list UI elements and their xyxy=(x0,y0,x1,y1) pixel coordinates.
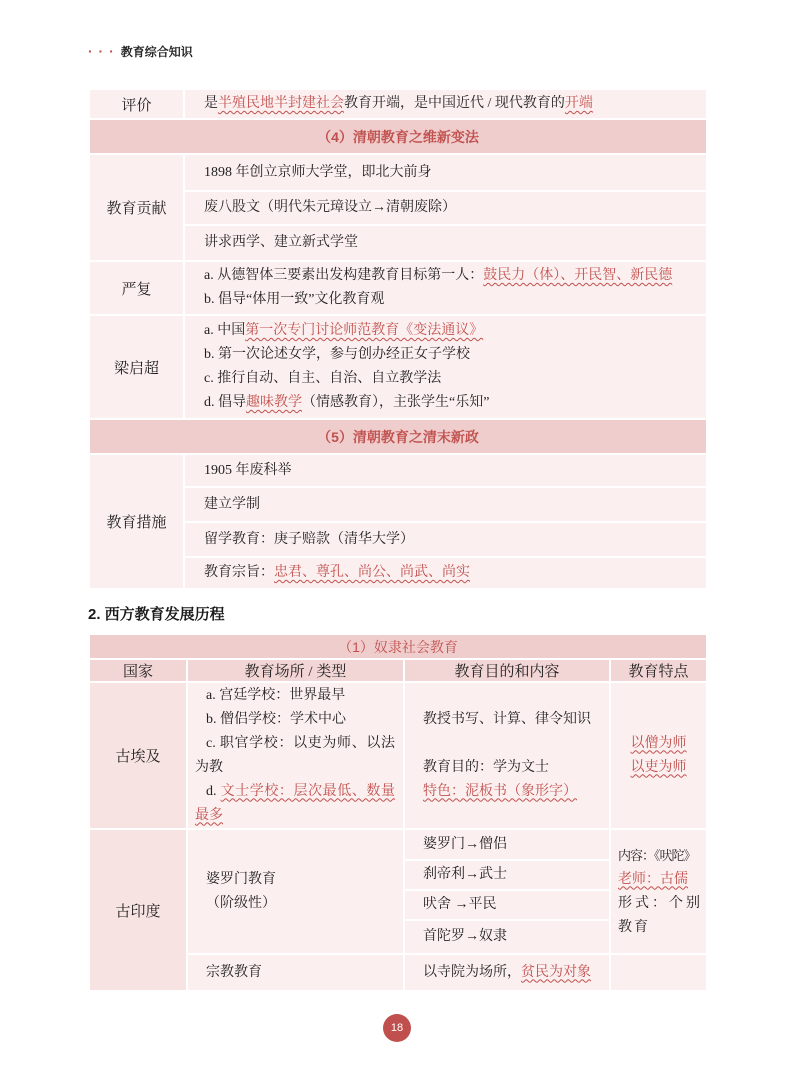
egypt-content-spacer xyxy=(423,732,603,756)
measures-item: 留学教育：庚子赔款（清华大学） xyxy=(184,522,707,557)
egypt-scribe-school xyxy=(195,780,395,828)
qing-education-table xyxy=(88,88,708,590)
egypt-places-cell xyxy=(187,682,404,829)
india-feature-form: 形式：个别教育 xyxy=(618,895,702,935)
liang-qichao-point-d-highlight: 趣味教学 xyxy=(246,395,302,410)
header-dots: · · · xyxy=(88,43,115,59)
egypt-content-feature xyxy=(423,780,603,804)
column-header-features: 教育特点 xyxy=(610,659,707,682)
measures-aim-text: 教育宗旨： xyxy=(204,565,274,580)
egypt-content-line: 教授书写、计算、律令知识 xyxy=(423,711,591,727)
slave-table-title: （1）奴隶社会教育 xyxy=(89,634,707,659)
measures-aim xyxy=(184,557,707,589)
contribution-item: 1898 年创立京师大学堂，即北大前身 xyxy=(184,154,707,191)
liang-qichao-point-b: b. 第一次论述女学，参与创办经正女子学校 xyxy=(204,347,470,362)
india-caste-item: 刹帝利→武士 xyxy=(404,860,610,890)
egypt-row xyxy=(89,682,707,829)
reform-section-title: （4）清朝教育之维新变法 xyxy=(89,119,707,154)
india-brahmin-education-line: （阶级性） xyxy=(206,895,276,911)
evaluation-text: 是 xyxy=(204,96,218,111)
liang-qichao-point-a-highlight: 第一次专门讨论师范教育《变法通议》 xyxy=(245,323,484,338)
contribution-row xyxy=(89,154,707,191)
egypt-feature-highlight: 以僧为师 xyxy=(630,735,687,751)
india-brahmin-education-line: 婆罗门教育 xyxy=(206,871,276,887)
india-feature-teacher xyxy=(618,868,700,892)
column-header-place-type: 教育场所 / 类型 xyxy=(187,659,404,682)
egypt-features-cell xyxy=(610,682,707,829)
western-education-heading: 2. 西方教育发展历程 xyxy=(88,606,225,623)
evaluation-highlight: 半殖民地半封建社会 xyxy=(218,96,344,111)
yan-fu-row xyxy=(89,261,707,315)
new-policy-section-title: （5）清朝教育之清末新政 xyxy=(89,419,707,454)
slave-society-education-table xyxy=(88,633,708,992)
india-religious-content-highlight: 贫民为对象 xyxy=(521,964,591,980)
evaluation-highlight: 开端 xyxy=(564,96,593,111)
measures-row xyxy=(89,454,707,487)
evaluation-row xyxy=(89,89,707,119)
liang-qichao-point-a-text: a. 中国 xyxy=(204,323,246,338)
liang-qichao-point-c: c. 推行自动、自主、自治、自立教学法 xyxy=(204,371,442,386)
egypt-scribe-school-prefix: d. xyxy=(206,783,221,799)
header-title: 教育综合知识 xyxy=(120,44,193,59)
india-religious-feature-cell xyxy=(610,954,707,991)
yan-fu-point-a-highlight: 鼓民力（体）、开民智、新民德 xyxy=(483,268,673,283)
india-religious-content-text: 以寺院为场所， xyxy=(423,964,521,980)
india-features-cell xyxy=(610,829,707,954)
page-header xyxy=(88,42,193,60)
india-caste-item: 吠舍 →平民 xyxy=(404,890,610,920)
evaluation-cell xyxy=(184,89,707,119)
liang-qichao-point-d-text: d. 倡导 xyxy=(204,395,246,410)
egypt-place-item: c. 职官学校：以吏为师、以法为教 xyxy=(195,735,395,775)
india-feature-content: 内容：《吠陀》 xyxy=(618,847,696,863)
india-religious-content xyxy=(404,954,610,991)
contribution-item: 废八股文（明代朱元璋设立→清朝废除） xyxy=(184,191,707,225)
liang-qichao-point-d xyxy=(204,391,696,415)
egypt-content-feature-highlight: 特色：泥板书（象形字） xyxy=(423,783,577,799)
column-header-country: 国家 xyxy=(89,659,187,682)
egypt-feature-highlight: 以吏为师 xyxy=(630,759,687,775)
measures-aim-highlight: 忠君、尊孔、尚公、尚武、尚实 xyxy=(274,565,470,580)
liang-qichao-row xyxy=(89,315,707,419)
yan-fu-point-a xyxy=(204,264,696,288)
measures-label: 教育措施 xyxy=(89,454,184,589)
yan-fu-point-a-text: a. 从德智体三要素出发构建教育目标第一人： xyxy=(204,268,484,283)
column-header-purpose-content: 教育目的和内容 xyxy=(404,659,610,682)
measures-item: 1905 年废科举 xyxy=(184,454,707,487)
liang-qichao-cell xyxy=(184,315,707,419)
egypt-place-item: a. 宫廷学校：世界最早 xyxy=(206,687,346,703)
india-caste-item: 婆罗门→僧侣 xyxy=(404,829,610,860)
slave-table-header-row xyxy=(89,659,707,682)
evaluation-label: 评价 xyxy=(89,89,184,119)
egypt-place-item: b. 僧侣学校：学术中心 xyxy=(206,711,346,727)
egypt-feature-line xyxy=(611,732,706,756)
page-number: 18 xyxy=(383,1014,411,1042)
measures-item: 建立学制 xyxy=(184,487,707,522)
india-religious-education: 宗教教育 xyxy=(187,954,404,991)
contribution-item: 讲求西学、建立新式学堂 xyxy=(184,225,707,261)
india-caste-item: 首陀罗→奴隶 xyxy=(404,920,610,954)
yan-fu-cell xyxy=(184,261,707,315)
slave-table-title-row xyxy=(89,634,707,659)
liang-qichao-point-d-tail: （情感教育），主张学生“乐知” xyxy=(302,395,490,410)
new-policy-section-row xyxy=(89,419,707,454)
evaluation-text: 教育开端，是中国近代 / 现代教育的 xyxy=(344,96,565,111)
india-feature-teacher-highlight: 老师：古儒 xyxy=(618,871,688,887)
contribution-label: 教育贡献 xyxy=(89,154,184,261)
yan-fu-point-b: b. 倡导“体用一致”文化教育观 xyxy=(204,292,385,307)
egypt-content-line: 教育目的：学为文士 xyxy=(423,759,549,775)
india-country: 古印度 xyxy=(89,829,187,991)
egypt-scribe-school-highlight: 文士学校：层次最低、数量最多 xyxy=(195,783,396,823)
liang-qichao-label: 梁启超 xyxy=(89,315,184,419)
reform-section-row xyxy=(89,119,707,154)
yan-fu-label: 严复 xyxy=(89,261,184,315)
egypt-content-cell xyxy=(404,682,610,829)
liang-qichao-point-a xyxy=(204,319,696,343)
india-brahmin-education-cell xyxy=(187,829,404,954)
egypt-country: 古埃及 xyxy=(89,682,187,829)
india-row xyxy=(89,829,707,860)
egypt-feature-line xyxy=(611,756,706,780)
